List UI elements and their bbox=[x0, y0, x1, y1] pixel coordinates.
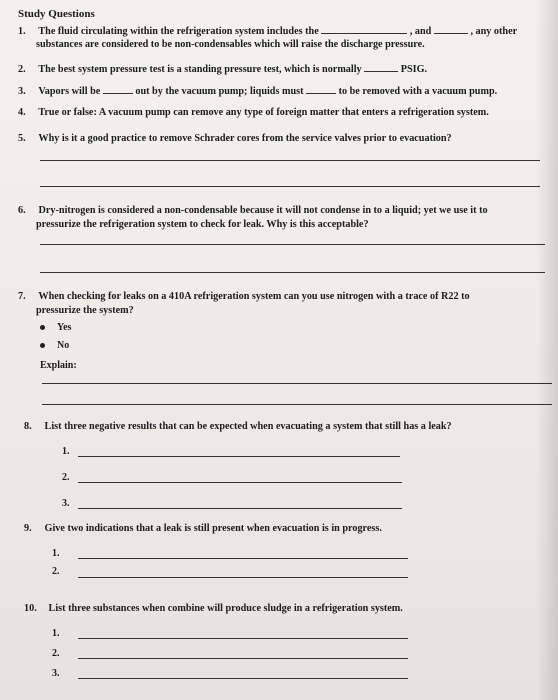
question-6-line-1: Dry-nitrogen is considered a non-condensable because it will not condense in to a liquid; yet we use it to bbox=[38, 205, 488, 216]
question-3-number: 3. bbox=[18, 86, 26, 97]
question-8-answer-line-1[interactable] bbox=[78, 456, 400, 457]
question-10-number: 10. bbox=[24, 603, 37, 614]
question-7-number: 7. bbox=[18, 291, 26, 302]
question-1-text-b: , and bbox=[409, 26, 432, 37]
question-7-answer-line-2[interactable] bbox=[42, 404, 552, 405]
question-8-answer-line-3[interactable] bbox=[78, 508, 402, 509]
question-10-item-3-number: 3. bbox=[52, 668, 60, 679]
question-7-explain-label: Explain: bbox=[40, 360, 77, 371]
question-9-item-2-number: 2. bbox=[52, 566, 60, 577]
question-4-text: True or false: A vacuum pump can remove any type of foreign matter that enters a refrigeration system. bbox=[38, 107, 489, 118]
question-10-answer-line-2[interactable] bbox=[78, 658, 408, 659]
bullet-icon bbox=[40, 325, 45, 330]
question-3-blank-2[interactable] bbox=[306, 84, 336, 94]
option-yes-label: Yes bbox=[57, 322, 72, 333]
question-6-line-2: pressurize the refrigeration system to check for leak. Why is this acceptable? bbox=[36, 219, 369, 230]
question-5-number: 5. bbox=[18, 133, 26, 144]
question-3-text-b: out by the vacuum pump; liquids must bbox=[135, 86, 304, 97]
question-10-text: List three substances when combine will produce sludge in a refrigeration system. bbox=[48, 603, 403, 614]
question-1-line-2: substances are considered to be non-condensables which will raise the discharge pressure. bbox=[36, 39, 425, 50]
question-9-item-1-number: 1. bbox=[52, 548, 60, 559]
question-6 bbox=[18, 204, 488, 217]
question-3-text-a: Vapors will be bbox=[38, 86, 101, 97]
question-2-text: The best system pressure test is a standing pressure test, which is normally bbox=[38, 64, 362, 75]
question-8-item-1-number: 1. bbox=[62, 446, 70, 457]
question-8-answer-line-2[interactable] bbox=[78, 482, 402, 483]
question-8-item-3-number: 3. bbox=[62, 498, 70, 509]
question-6-answer-line-1[interactable] bbox=[40, 244, 545, 245]
question-9-answer-line-2[interactable] bbox=[78, 577, 408, 578]
question-1-text-c: , any other bbox=[470, 26, 518, 37]
question-1-blank-1[interactable] bbox=[321, 24, 407, 34]
question-10-answer-line-1[interactable] bbox=[78, 638, 408, 639]
question-2-blank[interactable] bbox=[364, 62, 398, 72]
question-6-answer-line-2[interactable] bbox=[40, 272, 545, 273]
question-5 bbox=[18, 132, 452, 145]
question-6-number: 6. bbox=[18, 205, 26, 216]
question-4-number: 4. bbox=[18, 107, 26, 118]
question-2 bbox=[18, 62, 427, 76]
question-9-text: Give two indications that a leak is still present when evacuation is in progress. bbox=[44, 523, 382, 534]
question-8-number: 8. bbox=[24, 421, 32, 432]
question-7-line-1: When checking for leaks on a 410A refrigeration system can you use nitrogen with a trace of R22 to bbox=[38, 291, 470, 302]
question-10 bbox=[24, 602, 403, 615]
question-5-text: Why is it a good practice to remove Schrader cores from the service valves prior to evacuation? bbox=[38, 133, 452, 144]
bullet-icon bbox=[40, 343, 45, 348]
question-1 bbox=[18, 24, 517, 38]
question-1-text-a: The fluid circulating within the refrigeration system includes the bbox=[38, 26, 319, 37]
question-9-answer-line-1[interactable] bbox=[78, 558, 408, 559]
question-4 bbox=[18, 106, 489, 119]
question-1-blank-2[interactable] bbox=[434, 24, 468, 34]
question-10-answer-line-3[interactable] bbox=[78, 678, 408, 679]
option-no-label: No bbox=[57, 340, 70, 351]
question-7-option-yes[interactable] bbox=[40, 322, 71, 333]
question-7-option-no[interactable] bbox=[40, 340, 69, 351]
question-10-item-2-number: 2. bbox=[52, 648, 60, 659]
question-5-answer-line-1[interactable] bbox=[40, 160, 540, 161]
question-7-line-2: pressurize the system? bbox=[36, 305, 134, 316]
question-2-number: 2. bbox=[18, 64, 26, 75]
question-8-text: List three negative results that can be expected when evacuating a system that still has a leak? bbox=[44, 421, 452, 432]
question-8 bbox=[24, 420, 452, 433]
question-2-suffix: PSIG. bbox=[400, 64, 428, 75]
question-7-answer-line-1[interactable] bbox=[42, 383, 552, 384]
question-7 bbox=[18, 290, 470, 303]
question-1-number: 1. bbox=[18, 26, 26, 37]
question-3-text-c: to be removed with a vacuum pump. bbox=[338, 86, 498, 97]
question-9-number: 9. bbox=[24, 523, 32, 534]
question-3-blank-1[interactable] bbox=[103, 84, 133, 94]
page-title: Study Questions bbox=[18, 8, 95, 20]
question-10-item-1-number: 1. bbox=[52, 628, 60, 639]
question-5-answer-line-2[interactable] bbox=[40, 186, 540, 187]
question-9 bbox=[24, 522, 382, 535]
question-3 bbox=[18, 84, 497, 98]
question-8-item-2-number: 2. bbox=[62, 472, 70, 483]
